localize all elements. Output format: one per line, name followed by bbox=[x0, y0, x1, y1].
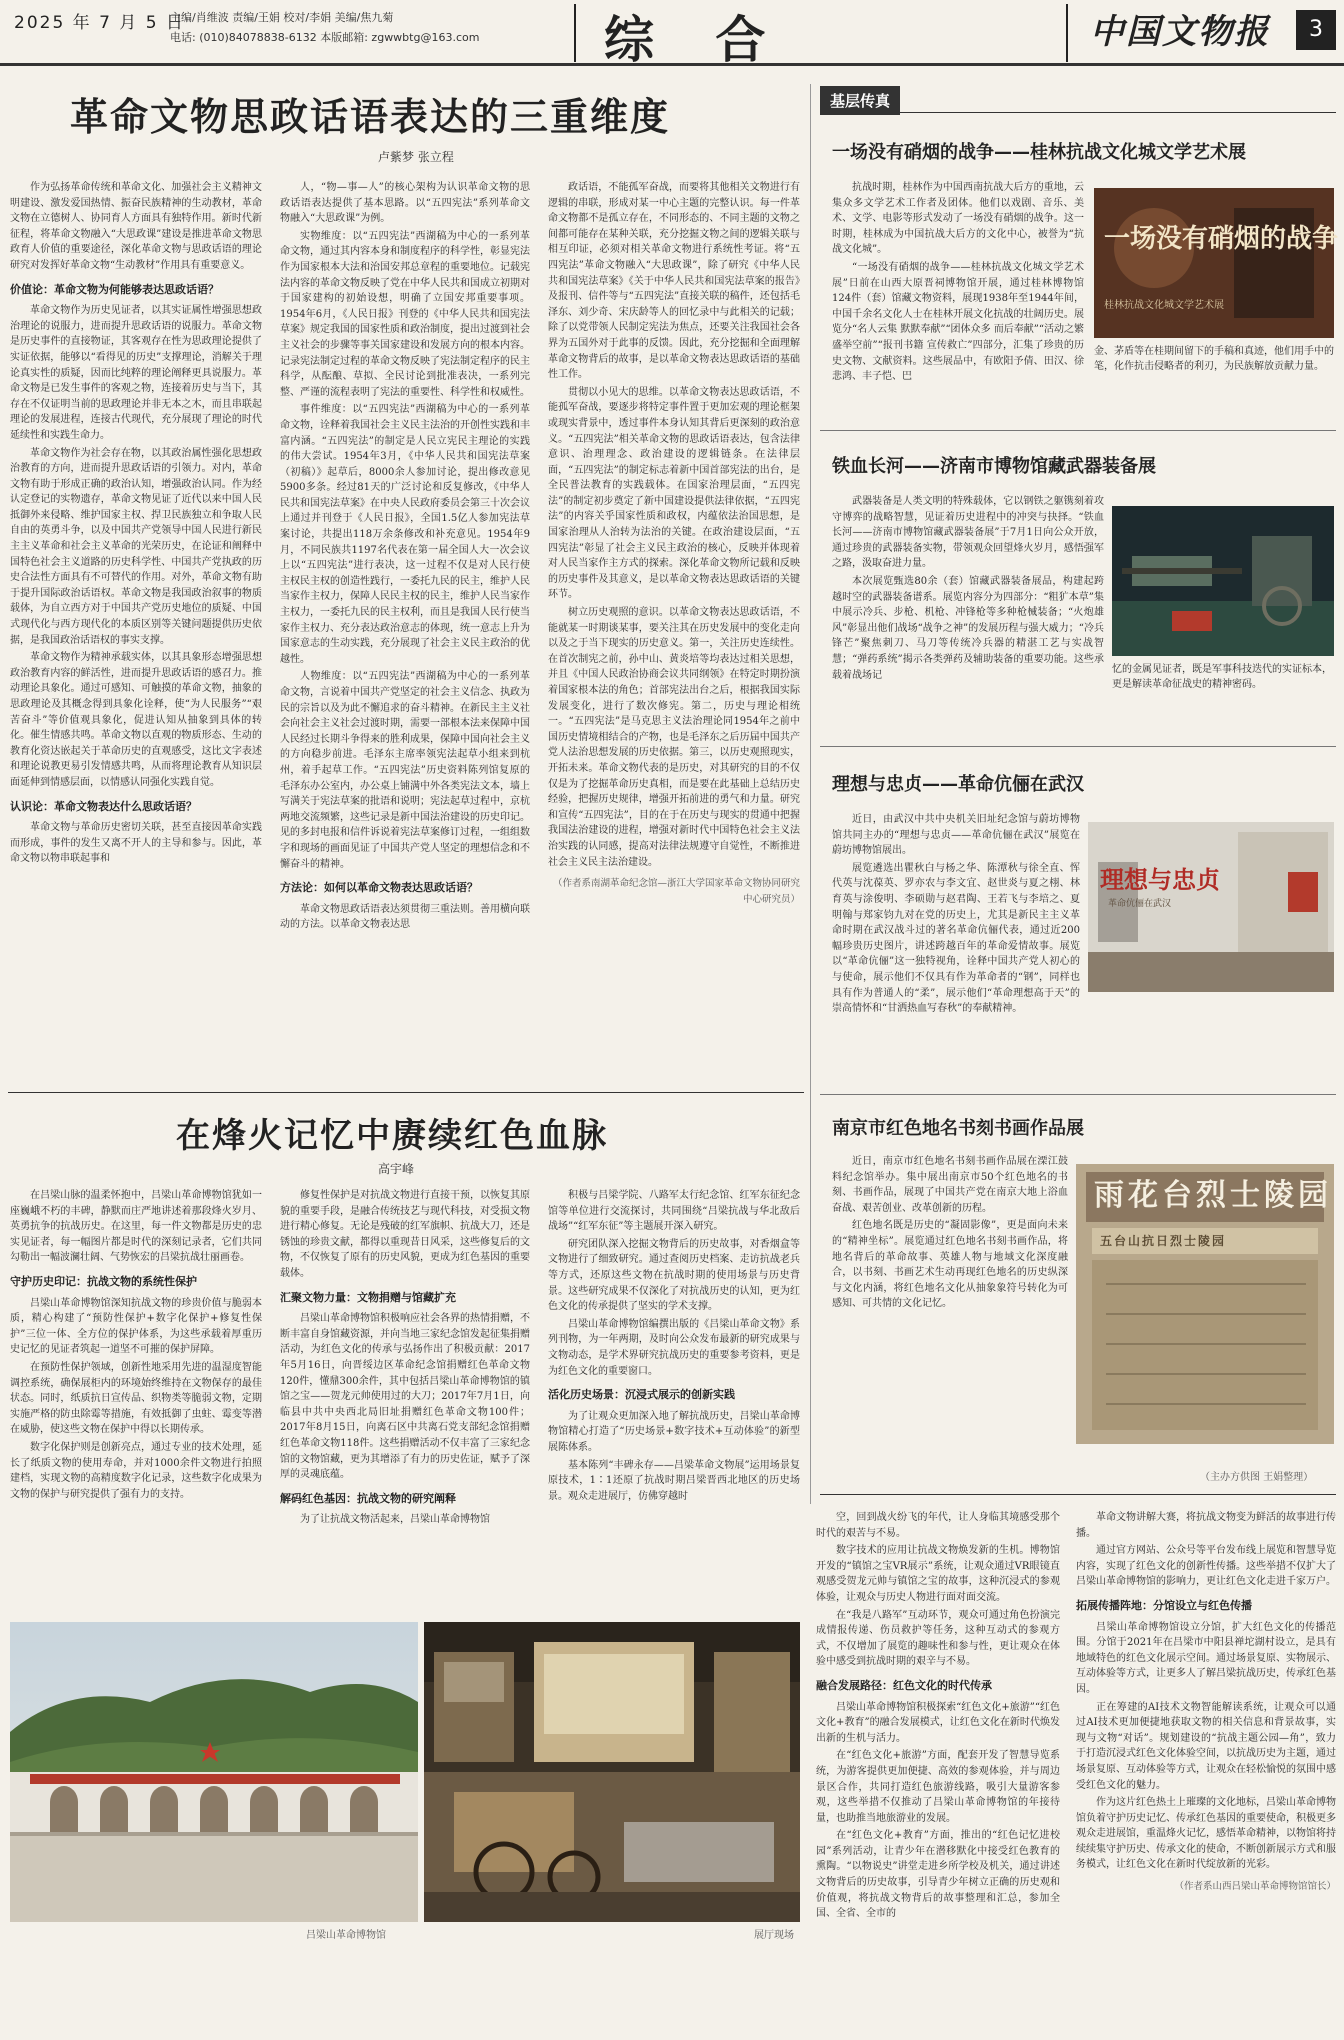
paragraph: 树立历史观照的意识。以革命文物表达思政话语，不能就某一时期谈某事，要关注其在历史发展中的变化走向以及之于当下现实的历史意义。第一，关注历史连续性。在首次制宪之前，孙中山、黄炎培等均表达过相关思想，并且《中国人民政治协商会议共同纲领》在特定时期扮演着国家根本法的角色；首部宪法出台之后，根据我国实际发展变化，进行了数次修宪。第二，历史与理论相统一。“五四宪法”是马克思主义法治理论同1954年之前中国历史情境相结合的产物，也是毛泽东之后历届中国共产党人法治思想发展的历史依据。第三，以历史观照现实，开拓未来。革命文物代表的是历史，对其研究的目的不仅仅是为了挖掘革命历史真相，而是要在此基础上总结历史经验，把握历史规律，增强开拓前进的勇气和力量。研究和宣传“五四宪法”，目的在于在历史与现实的贯通中把握我国法治建设的进程，增强对新时代中国特色社会主义法治实践的认同感，提高对法律法规遵守自觉性，不断推进社会主义民主法治建设。 bbox=[548, 607, 800, 868]
author-note: （作者系山西吕梁山革命博物馆馆长） bbox=[1174, 1881, 1336, 1893]
paragraph: 基本陈列“丰碑永存——吕梁革命文物展”运用场景复原技术，1∶1还原了抗战时期吕梁晋西北地区的历史场景。观众走进展厅，仿佛穿越时 bbox=[548, 1459, 800, 1502]
subheading: 守护历史印记：抗战文物的系统性保护 bbox=[10, 1274, 197, 1288]
paragraph: 人物维度：以“五四宪法”西湖稿为中心的一系列革命文物，言说着中国共产党坚定的社会主义信念、执政为民的宗旨以及为此不懈追求的奋斗精神。在新民主主义社会向社会主义社会过渡时期，需要一部根本法来保障中国人民经过长期斗争得来的胜利成果，保障中国向社会主义的方向稳步前进。毛泽东主席率领宪法起草小组来到杭州，着手起草工作。“五四宪法”历史资料陈列馆复原的毛泽东办公室内，办公桌上铺满中外各类宪法文本，墙上写满关于宪法草案的批语和说明；宪法起草过程中，京杭两地交流频繁，这些记录是新中国法治建设的历史印记。见的多封电报和信件诉说着宪法草案修订过程，一组组数字和现场的画面见证了中国共产党人坚定的理想信念和不懈奋斗的精神。 bbox=[280, 671, 530, 870]
paragraph: 近日，南京市红色地名书刻书画作品展在溧江鼓料纪念馆举办。集中展出南京市50个红色地名的书刻、书画作品，展现了中国共产党在南京大地上浴血奋战、艰苦创业、改革创新的历程。 bbox=[832, 1156, 1068, 1214]
article2-col1 bbox=[10, 1188, 262, 1608]
paragraph: 为了让观众更加深入地了解抗战历史，吕梁山革命博物馆精心打造了“历史场景+数字技术+互动体验”的新型展陈体系。 bbox=[548, 1410, 800, 1453]
subheading: 汇聚文物力量：文物捐赠与馆藏扩充 bbox=[280, 1290, 456, 1304]
editorial-credits bbox=[170, 8, 570, 48]
paragraph: 武器装备是人类文明的特殊载体，它以钢铁之躯镌刻着攻守博弈的战略智慧，见证着历史进程中的冲突与抉择。“铁血长河——济南市博物馆藏武器装备展”于7月1日向公众开放，通过珍贵的武器装备实物，带领观众回望烽火岁月，感悟强军之路，汲取奋进力量。 bbox=[832, 496, 1104, 570]
paragraph: 红色地名既是历史的“凝固影像”，更是面向未来的“精神坐标”。展览通过红色地名书刻书画作品，将地名背后的革命故事、英雄人物与地域文化深度融合，以书刻、书画艺术生动再现红色地名的历史纵深与文化内涵，将红色地名文化从抽象象符号转化为可感知、可共情的文化记忆。 bbox=[832, 1220, 1068, 1310]
divider bbox=[820, 1094, 1336, 1095]
subheading: 方法论：如何以革命文物表达思政话语？ bbox=[280, 881, 478, 895]
paragraph: 实物维度：以“五四宪法”西湖稿为中心的一系列革命文物，通过其内容本身和制度程序的科学性，彰显宪法作为国家根本大法和治国安邦总章程的重要地位。记载宪法内容的革命文物反映了党在中华人民共和国成立初期对于国家建构的初始设想，明确了立国安邦重要事项。1954年6月，《人民日报》刊登的《中华人民共和国宪法草案》规定我国的国家性质和政治制度，提出过渡到社会主义社会的步骤等事关国家建设和发展方向的根本内容。记录宪法制定过程的革命文物反映了宪法制定程序的民主科学，从酝酿、草拟、全民讨论到批准表决，一系列完整、严谨的流程表明了宪法的重要性、科学性和权威性。 bbox=[280, 230, 530, 398]
masthead bbox=[0, 0, 1344, 69]
paragraph: 革命文物作为精神承载实体，以其具象形态增强思想政治教育内容的鲜活性，进而提升思政话语的感召力。推动理论具象化。通过可感知、可触摸的革命文物，抽象的思政理论及其概念得到具象化诠释，使“为人民服务”“艰苦奋斗”等价值观具象化，促进认知从抽象到具体的转化。催生情感共鸣。革命文物以直观的物质形态、生动的教育化资达嵌起关于革命历史的直观感受，这比文字表述和理论说教更易引发情感共鸣，从而将理论教育从知识层面延伸到情感层面，以情感认同强化实践自觉。 bbox=[10, 652, 262, 788]
subheading: 融合发展路径：红色文化的时代传承 bbox=[816, 1678, 992, 1692]
paragraph: 通过官方网站、公众号等平台发布线上展览和智慧导览内容，实现了红色文化的创新性传播。这些举措不仅扩大了吕梁山革命博物馆的影响力，更让红色文化走进千家万户。 bbox=[1076, 1545, 1336, 1588]
article1-col1 bbox=[10, 180, 262, 1026]
paragraph: 在“红色文化+教育”方面，推出的“红色记忆进校园”系列活动，让青少年在潜移默化中接受红色教育的熏陶。“以物说史”讲堂走进乡所学校及机关，通过讲述文物背后的历史故事，引导青少年树立正确的历史观和价值观，将抗战文物背后的故事整理和汇总，参加全国、全省、全市的 bbox=[816, 1830, 1060, 1920]
paragraph: 政话语，不能孤军奋战，而要将其他相关文物进行有逻辑的串联，形成对某一中心主题的完整认识。每一件革命文物都不是孤立存在，不同形态的、不同主题的文物之间都可能存在某种关联，充分挖掘文物之间的逻辑关联与相互印证，必须对相关革命文物进行系统性考证。将“五四宪法”革命文物融入“大思政课”，除了研究《中华人民共和国宪法草案》《关于中华人民共和国宪法草案的报告》及报刊、信件等与“五四宪法”直接关联的稿件，还包括毛泽东、刘少奇、宋庆龄等人的回忆录中与此相关的记载；除了以党带领人民制定宪法为焦点，还要关注我国社会各界为五国外对于此事的反馈。因此，充分挖掘和全面理解革命文物背后的故事，是以革命文物表达思政话语的基础性工作。 bbox=[548, 182, 800, 381]
paragraph: 在“我是八路军”互动环节，观众可通过角色扮演完成情报传递、伤员救护等任务，这种互动式的参观方式，不仅增加了展览的趣味性和参与性，更让观众在体验中感受到抗战时期的艰辛与不易。 bbox=[816, 1609, 1060, 1668]
story2-caption: 忆的金属见证者，既是军事科技迭代的实证标本，更是解读革命征战史的精神密码。 bbox=[1112, 664, 1332, 690]
paragraph: 革命文物作为社会存在物，以其政治属性强化思想政治教育的方向，进而提升思政话语的引领力。对内，革命文物有助于形成正确的政治认知，增强政治认同。作为经认定登记的实物遗存，革命文物见证了近代以来中国人民抵御外来侵略、维护国家主权、捍卫民族独立和争取人民自由的英勇斗争，以及中国共产党领导中国人民进行新民主主义革命和社会主义革命的光荣历史，在论证和阐释中国特色社会主义道路的历史科学性、中国共产党执政的历史合法性方面具有不可替代的作用。对外，革命文物有助于提升国际政治话语权。革命文物是我国政治叙事的物质载体，为自立西方对于中国共产党历史地位的质疑、中国式现代化与西方现代化的本质区别等关键问题提供历史依据，是我国政治话语权的事实支撑。 bbox=[10, 447, 262, 646]
subheading: 价值论：革命文物为何能够表达思政话语？ bbox=[10, 282, 219, 296]
story4-image-title: 雨花台烈士陵园 bbox=[1094, 1178, 1332, 1213]
article2-col4 bbox=[816, 1510, 1060, 2028]
story3-exhibit-subtitle: 革命伉俪在武汉 bbox=[1108, 899, 1172, 909]
story1-caption: 金、茅盾等在桂期间留下的手稿和真迹，他们用手中的笔，化作抗击侵略者的利刃，为民族解放贡献力量。 bbox=[1094, 346, 1334, 372]
article1-title: 革命文物思政话语表达的三重维度 bbox=[70, 94, 671, 139]
newspaper-logo: 中国文物报 bbox=[1090, 12, 1270, 52]
paragraph: 研究团队深入挖掘文物背后的历史故事，对香烟盒等文物进行了细致研究。通过查阅历史档案、走访抗战老兵等方式，还原这些文物在抗战时期的使用场景与历史背景。这些研究成果不仅深化了对抗战历史的认知，更为红色文化的传承提供了坚实的学术支撑。 bbox=[548, 1238, 800, 1313]
paragraph: 修复性保护是对抗战文物进行直接干预，以恢复其原貌的重要手段，是融合传统技艺与现代科技，对受损文物进行精心修复。无论是残破的红军旗帜、抗战大刀，还是锈蚀的珍贵文献，都得以重现昔日风采，这些修复后的文物，不仅恢复了原有的历史风貌，更成为红色基因的重要载体。 bbox=[280, 1190, 530, 1279]
paragraph: 正在筹建的AI技术文物智能解读系统，让观众可以通过AI技术更加便捷地获取文物的相关信息和背景故事，实现与文物“对话”。规划建设的“抗战主题公园—角”，致力于打造沉浸式红色文化体验空间，以抗战历史为主题，通过场景复原、互动体验等方式，让观众在轻松愉悦的氛围中感受红色文化的魅力。 bbox=[1076, 1701, 1336, 1791]
article2-col5 bbox=[1076, 1510, 1336, 2028]
story1-title: 一场没有硝烟的战争——桂林抗战文化城文学艺术展 bbox=[832, 142, 1246, 163]
subheading: 解码红色基因：抗战文物的研究阐释 bbox=[280, 1491, 456, 1505]
photo-caption: 展厅现场 bbox=[754, 1930, 794, 1941]
paragraph: 空，回到战火纷飞的年代，让人身临其境感受那个时代的艰苦与不易。 bbox=[816, 1512, 1060, 1539]
story2-title: 铁血长河——济南市博物馆藏武器装备展 bbox=[832, 456, 1156, 477]
author-note: （作者系南湖革命纪念馆—浙江大学国家革命文物协同研究中心研究员） bbox=[552, 878, 800, 905]
article1-byline: 卢紫梦 张立程 bbox=[378, 150, 454, 164]
divider bbox=[574, 4, 576, 62]
column-divider bbox=[810, 84, 811, 1504]
issue-date: 2025 年 7 月 5 日 bbox=[14, 13, 185, 33]
paragraph: 数字技术的应用让抗战文物焕发新的生机。博物馆开发的“镇馆之宝VR展示”系统，让观众通过VR眼镜直观感受贺龙元帅与镇馆之宝的故事，这种沉浸式的参观体验，让观众与历史人物进行面对面交流。 bbox=[816, 1545, 1060, 1603]
photo-caption: 吕梁山革命博物馆 bbox=[306, 1930, 386, 1941]
paragraph: 人，“物—事—人”的核心架构为认识革命文物的思政话语表达提供了基本思路。以“五四宪法”系列革命文物融入“大思政课”为例。 bbox=[280, 182, 530, 225]
story1-poster-title: 一场没有硝烟的战争 bbox=[1104, 224, 1339, 254]
paragraph: 积极与吕梁学院、八路军太行纪念馆、红军东征纪念馆等单位进行交流探讨，共同围绕“吕梁抗战与华北敌后战场”“红军东征”等主题展开深入研究。 bbox=[548, 1190, 800, 1233]
page-number: 3 bbox=[1296, 10, 1336, 50]
story4-image-subtitle: 五台山抗日烈士陵园 bbox=[1100, 1234, 1227, 1248]
subheading: 认识论：革命文物表达什么思政话语？ bbox=[10, 799, 197, 813]
story4-title: 南京市红色地名书刻书画作品展 bbox=[832, 1118, 1084, 1139]
paragraph: 在吕梁山脉的温柔怀抱中，吕梁山革命博物馆犹如一座巍峨不朽的丰碑，静默而庄严地讲述着那段烽火岁月、英勇抗争的抗战历史。在这里，每一件文物都是历史的忠实见证者，每一幅图片都是时代的深刻记录者，它们共同勾勒出一幅波澜壮阔、气势恢宏的吕梁抗战壮丽画卷。 bbox=[10, 1190, 262, 1264]
article2-title: 在烽火记忆中赓续红色血脉 bbox=[176, 1116, 608, 1156]
story1-body bbox=[832, 180, 1084, 420]
story1-poster-image bbox=[1094, 188, 1334, 338]
credits-line-2: 电话: (010)84078838-6132 本版邮箱: zgwwbtg@163.com bbox=[170, 31, 480, 44]
paragraph: 作为这片红色热土上璀璨的文化地标，吕梁山革命博物馆负着守护历史记忆、传承红色基因的重要使命，积极更多观众走进展馆，重温烽火记忆，感悟革命精神，以物馆将持续续集守护历史、传承文化的使命，不断创新展示方式和服务模式，让红色文化在新时代绽放新的光彩。 bbox=[1076, 1797, 1336, 1871]
paragraph: 数字化保护则是创新亮点，通过专业的技术处理，延长了纸质文物的使用寿命，并对1000余件文物进行拍照建档，实现文物的高精度数字化记录，这些数字化成果为文物的保护与研究提供了强有力的支持。 bbox=[10, 1441, 262, 1500]
paragraph: 吕梁山革命博物馆积极探索“红色文化+旅游”“红色文化+教育”的融合发展模式，让红色文化在新时代焕发出新的生机与活力。 bbox=[816, 1701, 1060, 1744]
paragraph: 吕梁山革命博物馆积极响应社会各界的热情捐赠，不断丰富自身馆藏资源，并向当地三家纪念馆发起征集捐赠活动，为红色文化的传承与弘扬作出了积极贡献：2017年5月16日，向晋绥边区革命纪念馆捐赠红色革命文物120件，懂鼎300余件，其中包括吕梁山革命博物馆的镇馆之宝——贺龙元帅使用过的大刀；2017年7月1日，向临县中共中央西北局旧址捐赠红色革命文物100件；2017年8月15日，向离石区中共离石党支部纪念馆捐赠红色革命文物118件。这些捐赠活动不仅丰富了三家纪念馆的文物馆藏，更为其增添了有力的历史佐证，赋予了深厚的灵魂底蕴。 bbox=[280, 1313, 530, 1481]
article2-col3 bbox=[548, 1188, 800, 1608]
paragraph: 在“红色文化+旅游”方面，配套开发了智慧导览系统，为游客提供更加便捷、高效的参观体验，并与周边景区合作，共同打造红色旅游线路，吸引大量游客参观，这些举措不仅推动了吕梁山革命博物馆的年接待量，也助推当地旅游业的发展。 bbox=[816, 1750, 1060, 1824]
section-name: 综 合 bbox=[604, 11, 788, 69]
paragraph: 在预防性保护领域，创新性地采用先进的温湿度智能调控系统，确保展柜内的环境始终维持在文物保存的最佳状态。同时，纸质抗日宣传品、织物类等脆弱文物，定期实施严格的防虫除霉等措施，有效抵御了虫蛀、霉变等潜在威胁，使这些文物在保护中得以长期传承。 bbox=[10, 1361, 262, 1436]
paragraph: 事件维度：以“五四宪法”西湖稿为中心的一系列革命文物，诠释着我国社会主义民主法治的开创性实践和丰富内涵。“五四宪法”的制定是人民立宪民主理论的实践的伟大尝试。1954年3月，《中华人民共和国宪法草案（初稿）》起草后，8000余人参加讨论，提出修改意见5900多条。经过81天的广泛讨论和反复修改，《中华人民共和国宪法草案》在中央人民政府委员会第三十次会议上通过并刊登于《人民日报》，全国1.5亿人参加宪法草案讨论，共提出118万余条修改和补充意见。1954年9月，不同民族共1197名代表在第一届全国人大一次会议上以“五四宪法”进行表决，这一过程不仅是对人民行使主权民主权的创造性践行，一委托九民的民主，维护人民当家作主权力，保障人民民主权的民主，维护人民当家作主权力，一委托九民的民主权利，而且是我国人民行使当家作主权力、充分表达政治意志的体现，统一意志上升为国家意志的生动实践，充分展现了社会主义民主政治的优越性。 bbox=[280, 404, 530, 665]
story1-poster-subtitle: 桂林抗战文化城文学艺术展 bbox=[1104, 300, 1224, 311]
section-tag: 基层传真 bbox=[820, 86, 900, 115]
paragraph: 革命文物与革命历史密切关联，甚至直接因革命实践而形成，事件的发生又离不开人的主导和参与。因此，革命文物以物串联起事和 bbox=[10, 822, 262, 865]
divider bbox=[820, 430, 1336, 431]
paragraph: 革命文物讲解大赛，将抗战文物变为鲜活的故事进行传播。 bbox=[1076, 1512, 1336, 1539]
paragraph: 近日，由武汉中共中央机关旧址纪念馆与蔚坊博物馆共同主办的“理想与忠贞——革命伉俪在武汉”展览在蔚坊博物馆展出。 bbox=[832, 814, 1080, 857]
subheading: 拓展传播阵地：分馆设立与红色传播 bbox=[1076, 1598, 1252, 1612]
paragraph: 吕梁山革命博物馆设立分馆，扩大红色文化的传播范围。分馆于2021年在吕梁市中阳县禅坨湖村设立，是具有地域特色的红色文化展示空间。通过场景复原、实物展示、互动体验等方式，让更多人了解吕梁抗战历史，传承红色基因。 bbox=[1076, 1621, 1336, 1695]
paragraph: 吕梁山革命博物馆编撰出版的《吕梁山革命文物》系列刊物，为一年两期，及时向公众发布最新的研究成果与文物动态，是学术界研究抗战历史的重要参考资料，更是为红色文化的重要窗口。 bbox=[548, 1318, 800, 1377]
story3-title: 理想与忠贞——革命伉俪在武汉 bbox=[832, 774, 1084, 795]
paragraph: 抗战时期，桂林作为中国西南抗战大后方的重地，云集众多文学艺术工作者及团体。他们以戏剧、音乐、美术、文学、电影等形式发动了一场没有硝烟的战争。这一时期，桂林成为中国抗战大后方的文化中心，被誉为“抗战文化城”。 bbox=[832, 182, 1084, 256]
credits-line-1: 主编/肖维波 责编/王娟 校对/李娟 美编/焦九菊 bbox=[170, 11, 394, 24]
story2-body bbox=[832, 494, 1104, 734]
paragraph: 本次展览甄选80余（套）馆藏武器装备展品，构建起跨越时空的武器装备谱系。展览内容分为四部分：“粗犷本草”集中展示冷兵、步枪、机枪、冲锋枪等多种枪械装备；“火炮雄风”彰显出他们战场“战争之神”的发展历程与强大威力；“冷兵锋芒”聚焦刺刀、马刀等传统冷兵器的精湛工艺与实战智慧；“弹药系统”揭示各类弹药及辅助装备的重要功能。这些承载着战场记 bbox=[832, 575, 1104, 681]
divider bbox=[820, 1494, 1336, 1495]
paragraph: 作为弘扬革命传统和革命文化、加强社会主义精神文明建设、激发爱国热情、振奋民族精神的生动教材，革命文物在立德树人、协同育人方面具有独特作用。新时代新征程，将革命文物融入“大思政课”建设是推进革命文物思政育人价值的重要途径，深化革命文物与思政话语的理论研究对发挥好革命文物“生动教材”作用具有重要意义。 bbox=[10, 182, 262, 271]
divider bbox=[820, 112, 1336, 113]
divider bbox=[1066, 4, 1068, 62]
paragraph: 吕梁山革命博物馆深知抗战文物的珍贵价值与脆弱本质，精心构建了“预防性保护+数字化保护+修复性保护”三位一体、全方位的保护体系，为这些承载着厚重历史记忆的见证者筑起一道坚不可摧的保护屏障。 bbox=[10, 1297, 262, 1356]
paragraph: 革命文物思政话语表达须贯彻三重法则。善用横向联动的方法。以革命文物表达思 bbox=[280, 903, 530, 931]
photo-credit: （主办方供图 王娟整理） bbox=[1200, 1472, 1314, 1483]
paragraph: 为了让抗战文物活起来，吕梁山革命博物馆 bbox=[300, 1514, 490, 1526]
story3-exhibit-title: 理想与忠贞 bbox=[1100, 865, 1220, 894]
paragraph: “一场没有硝烟的战争——桂林抗战文化城文学艺术展”日前在山西大原晋祠博物馆开展，通过桂林博物馆124件（套）馆藏文物资料，展现1938年至1944年间，中国千余名文化人士在桂林开展文化抗战的壮阔历史。展览分“名人云集 默默奉献”“团体众多 而后奉献”“活动之繁 盛举空前”“报刊书籍 宣传救亡”四部分，汇集了珍贵的历史文物、文献资料。这些展品中，有欧阳予倩、田汉、徐悲鸿、丰子恺、巴 bbox=[832, 261, 1084, 383]
story3-body bbox=[832, 812, 1080, 1082]
exhibition-hall-photo bbox=[424, 1622, 800, 1922]
story2-weapons-image bbox=[1112, 506, 1334, 656]
article2-byline: 高宇峰 bbox=[378, 1162, 415, 1176]
story4-body bbox=[832, 1154, 1068, 1464]
article2-col2 bbox=[280, 1188, 530, 1608]
article1-col3 bbox=[548, 180, 800, 1026]
paragraph: 革命文物作为历史见证者，以其实证属性增强思想政治理论的说服力，进而提升思政话语的说服力。革命文物是历史事件的直接物证，其客观存在性为思政理论提供了实证依据，能够以“看得见的历史”支撑理论，消解关于理论真实性的质疑，因而比纯粹的理论阐释更具说服力。革命文物是已发生事件的客观之物，连接着历史与当下，其存在不仅证明当前的思政理论并非无本之木，而且串联起理论的发展进程，连接古代现代，充分展现了理论的时代延续性和实践生命力。 bbox=[10, 305, 262, 441]
paragraph: 贯彻以小见大的思维。以革命文物表达思政话语，不能孤军奋战，要逐步将特定事件置于更加宏观的理论框架或现实背景中，透过事件本身认知其背后更深刻的政治意义。“五四宪法”相关革命文物的思政话语表达，包含法律意识、治理理念、政治建设的逻辑链条。在法律层面，“五四宪法”的制定标志着新中国首部宪法的出台，是全民普法教育的实践载体。在国家治理层面，“五四宪法”的制定初步奠定了新中国建设提供法律依据，“五四宪法”的内容关乎国家性质和政权，内蕴依法治国思想，是国家治理从人治转为法治的关键。在政治建设层面，“五四宪法”彰显了社会主义民主政治的核心，反映并体现着对人民当家作主方式的探索。深化革命文物所记载和反映的历史事件及其意义，是以革命文物表达思政话语的关键环节。 bbox=[548, 386, 800, 601]
museum-exterior-photo bbox=[10, 1622, 418, 1922]
article-divider bbox=[8, 1092, 804, 1093]
divider bbox=[820, 746, 1336, 747]
article1-col2 bbox=[280, 180, 530, 1026]
paragraph: 展览遴选出瞿秋白与杨之华、陈潭秋与徐全直、恽代英与沈葆英、罗亦农与李文宜、赵世炎与夏之栩、林育英与涂俊明、李硕勋与赵君陶、王若飞与李培之、夏明翰与郑家钧九对在党的历史上，尤其是新民主主义革命时期在武汉战斗过的著名革命伉俪代表，通过近200幅珍贵历史图片，讲述跨越百年的革命爱情故事。展览以“革命伉俪”这一独特视角，诠释中国共产党人初心的与使命，展示他们不仅具有作为革命者的“钢”，同样也具有作为普通人的“柔”，展示他们“革命理想高于天”的崇高情怀和“甘洒热血写春秋”的奉献精神。 bbox=[832, 862, 1080, 1015]
subheading: 活化历史场景：沉浸式展示的创新实践 bbox=[548, 1388, 735, 1402]
